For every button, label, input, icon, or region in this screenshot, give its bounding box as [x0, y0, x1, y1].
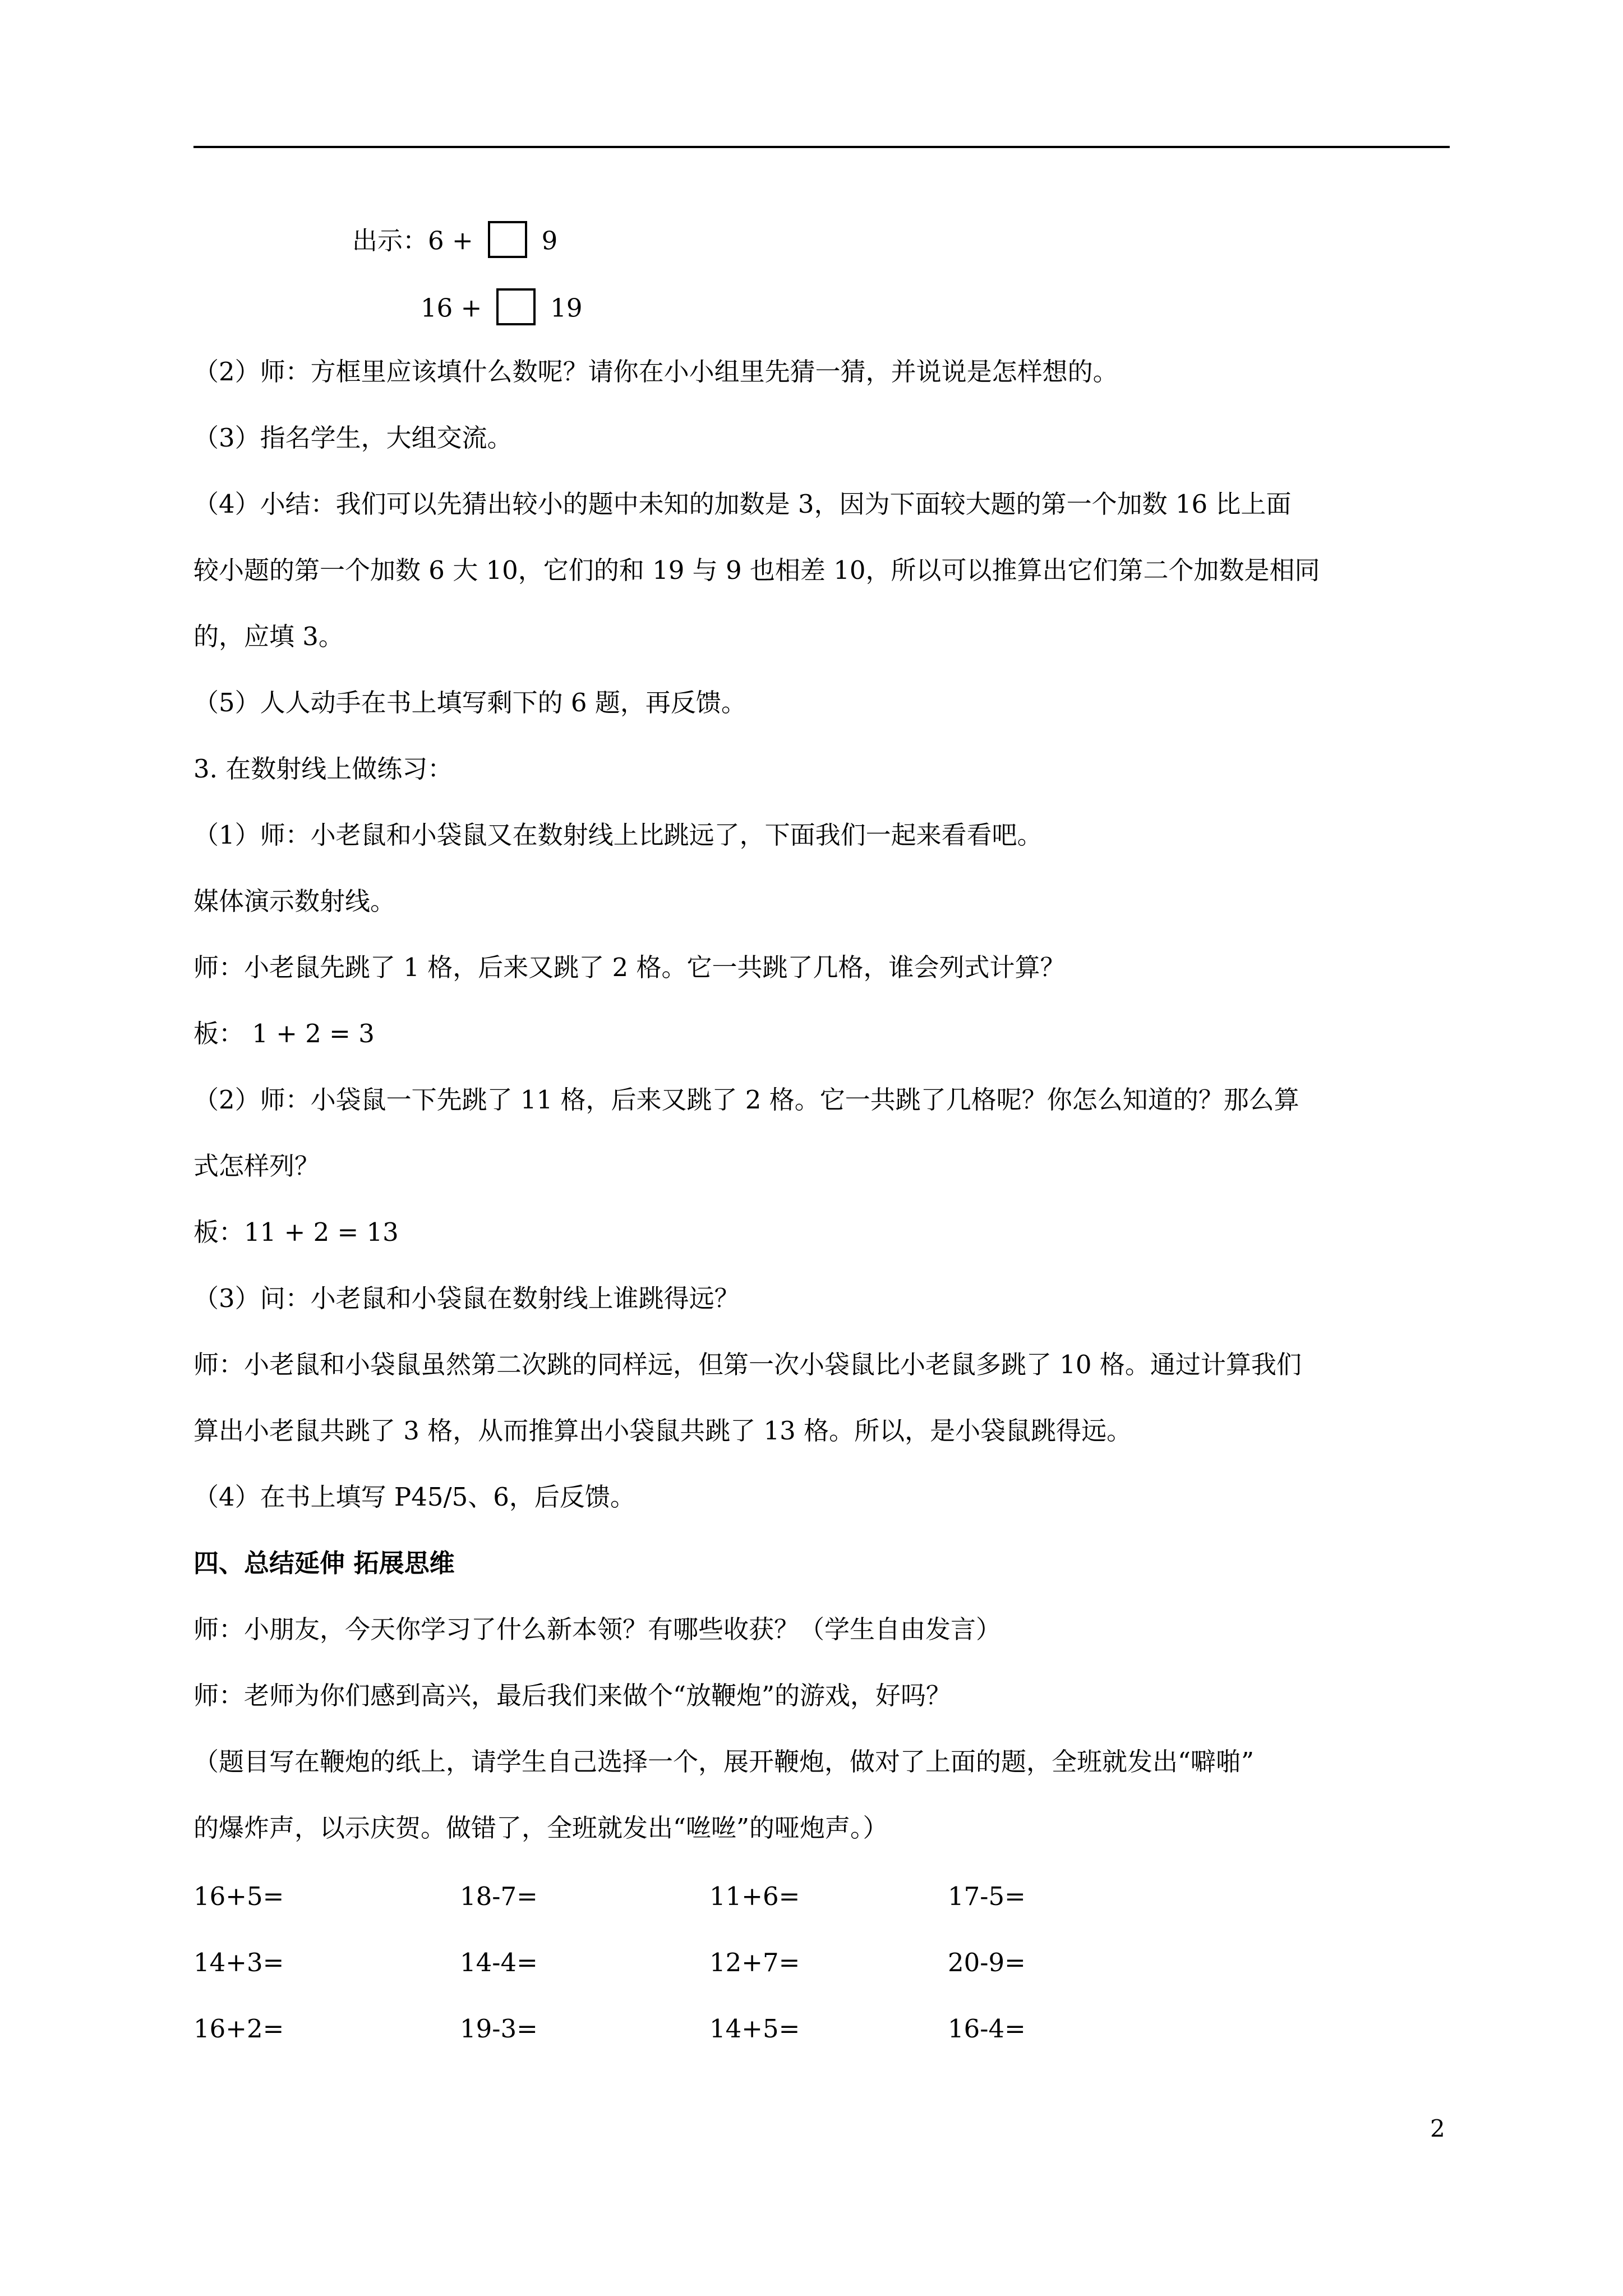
- paragraph-line: 媒体演示数射线。: [193, 886, 396, 916]
- paragraph-line: 板： 1 + 2 = 3: [193, 1019, 375, 1048]
- exercise-item: 14+5=: [709, 2014, 800, 2044]
- paragraph-line: 较小题的第一个加数 6 大 10，它们的和 19 与 9 也相差 10，所以可以推算出它们第二个加数是相同: [193, 555, 1320, 585]
- paragraph-line: 式怎样列？: [193, 1151, 320, 1181]
- exercise-item: 19-3=: [460, 2014, 538, 2044]
- exercise-item: 17-5=: [948, 1881, 1026, 1911]
- exercise-item: 20-9=: [948, 1948, 1026, 1977]
- show-label: 出示：: [352, 226, 428, 256]
- paragraph-line: （2）师：方框里应该填什么数呢？请你在小小组里先猜一猜，并说说是怎样想的。: [193, 357, 1118, 386]
- exercise-item: 12+7=: [709, 1948, 800, 1977]
- blank-box: [488, 221, 527, 258]
- paragraph-line: （2）师：小袋鼠一下先跳了 11 格，后来又跳了 2 格。它一共跳了几格呢？你怎么知道的？那么算: [193, 1085, 1299, 1115]
- exercise-item: 16+5=: [193, 1881, 284, 1911]
- exercise-item: 16+2=: [193, 2014, 284, 2044]
- paragraph-line: 板：11 + 2 = 13: [193, 1217, 399, 1247]
- show-right-2: 19: [550, 293, 583, 323]
- paragraph-line: （4）在书上填写 P45/5、6，后反馈。: [193, 1482, 635, 1512]
- paragraph-line: 师：老师为你们感到高兴，最后我们来做个“放鞭炮”的游戏，好吗？: [193, 1681, 952, 1710]
- paragraph-line: （3）问：小老鼠和小袋鼠在数射线上谁跳得远？: [193, 1283, 740, 1313]
- paragraph-line: （5）人人动手在书上填写剩下的 6 题，再反馈。: [193, 688, 746, 717]
- exercise-item: 18-7=: [460, 1881, 538, 1911]
- blank-box: [496, 288, 536, 325]
- page-number: 2: [1430, 2115, 1445, 2142]
- show-right-1: 9: [541, 226, 558, 256]
- paragraph-line: 师：小老鼠先跳了 1 格，后来又跳了 2 格。它一共跳了几格，谁会列式计算？: [193, 953, 1066, 982]
- show-row-2: [421, 292, 583, 329]
- show-left-2: 16 +: [421, 293, 482, 323]
- paragraph-line: （3）指名学生，大组交流。: [193, 423, 513, 453]
- show-row-1: [352, 224, 557, 261]
- paragraph-line: 师：小朋友，今天你学习了什么新本领？有哪些收获？（学生自由发言）: [193, 1614, 1002, 1644]
- exercise-item: 16-4=: [948, 2014, 1026, 2044]
- paragraph-line: 的，应填 3。: [193, 622, 344, 651]
- paragraph-line: 的爆炸声，以示庆贺。做错了，全班就发出“咝咝”的哑炮声。）: [193, 1813, 888, 1843]
- section-heading: 四、总结延伸 拓展思维: [193, 1548, 455, 1578]
- exercise-item: 14-4=: [460, 1948, 538, 1977]
- paragraph-line: （1）师：小老鼠和小袋鼠又在数射线上比跳远了，下面我们一起来看看吧。: [193, 820, 1043, 850]
- paragraph-line: 算出小老鼠共跳了 3 格，从而推算出小袋鼠共跳了 13 格。所以，是小袋鼠跳得远。: [193, 1416, 1132, 1446]
- paragraph-line: 师：小老鼠和小袋鼠虽然第二次跳的同样远，但第一次小袋鼠比小老鼠多跳了 10 格。通过计算我们: [193, 1350, 1302, 1379]
- paragraph-line: （4）小结：我们可以先猜出较小的题中未知的加数是 3，因为下面较大题的第一个加数 16 比上面: [193, 489, 1292, 519]
- section-heading: 3. 在数射线上做练习：: [193, 754, 453, 784]
- paragraph-line: （题目写在鞭炮的纸上，请学生自己选择一个，展开鞭炮，做对了上面的题，全班就发出“噼啪”: [193, 1747, 1255, 1777]
- header-rule: [193, 146, 1450, 148]
- exercise-item: 14+3=: [193, 1948, 284, 1977]
- exercise-item: 11+6=: [709, 1881, 800, 1911]
- show-left-1: 6 +: [428, 226, 473, 256]
